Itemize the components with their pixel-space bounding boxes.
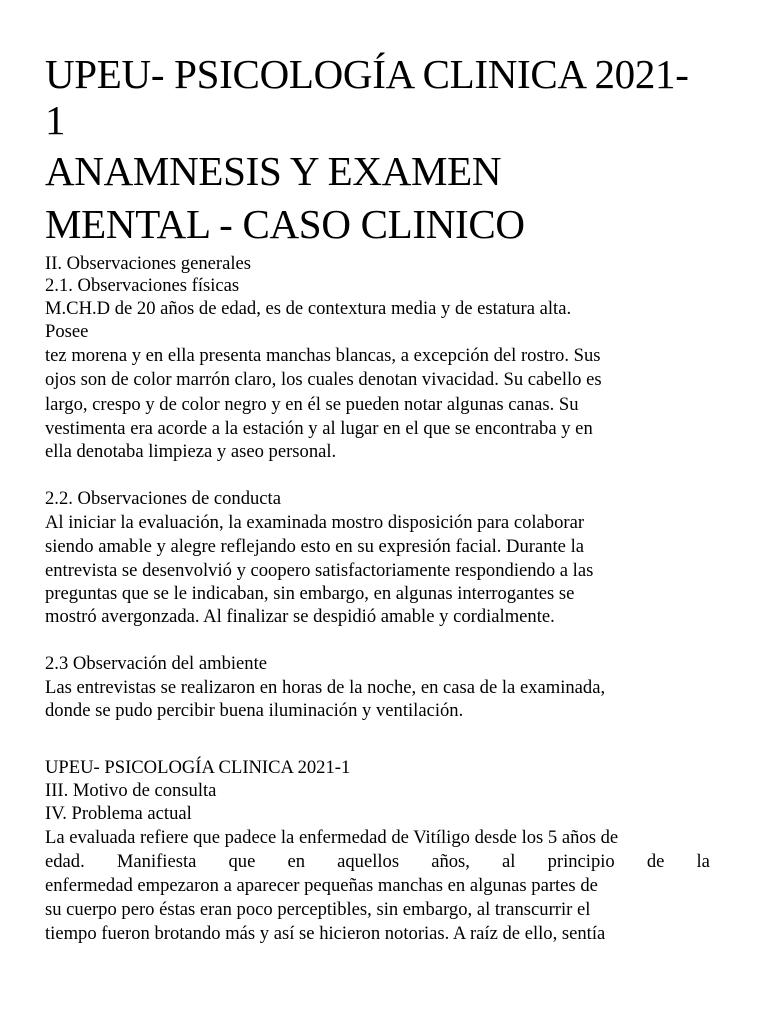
- paragraph-line: largo, crespo y de color negro y en él se pueden notar algunas canas. Su: [45, 394, 579, 415]
- section-iv-heading: IV. Problema actual: [45, 803, 192, 824]
- paragraph-line: Posee: [45, 321, 89, 342]
- paragraph-line: vestimenta era acorde a la estación y al lugar en el que se encontraba y en: [45, 418, 593, 439]
- word: al: [502, 851, 516, 872]
- title-line-3: ANAMNESIS Y EXAMEN: [45, 148, 502, 194]
- title-line-2: 1: [45, 97, 66, 143]
- environment-observation-heading: 2.3 Observación del ambiente: [45, 653, 268, 674]
- paragraph-line: siendo amable y alegre reflejando esto en su expresión facial. Durante la: [45, 536, 584, 557]
- paragraph-line: su cuerpo pero éstas eran poco perceptibles, sin embargo, al transcurrir el: [45, 899, 591, 920]
- paragraph-line: M.CH.D de 20 años de edad, es de contextura media y de estatura alta.: [45, 298, 572, 319]
- paragraph-line: Al iniciar la evaluación, la examinada mostro disposición para colaborar: [45, 512, 585, 533]
- paragraph-line: ojos son de color marrón claro, los cuales denotan vivacidad. Su cabello es: [45, 369, 602, 390]
- paragraph-line: enfermedad empezaron a aparecer pequeñas manchas en algunas partes de: [45, 875, 598, 896]
- paragraph-line: donde se pudo percibir buena iluminación y ventilación.: [45, 700, 464, 721]
- word: Manifiesta: [116, 851, 197, 872]
- paragraph-line: preguntas que se le indicaban, sin embargo, en algunas interrogantes se: [45, 583, 575, 604]
- word: principio: [547, 851, 615, 872]
- paragraph-line: ella denotaba limpieza y aseo personal.: [45, 441, 337, 462]
- word: aquellos: [337, 851, 400, 872]
- section-iii-heading: III. Motivo de consulta: [45, 780, 217, 801]
- word: en: [287, 851, 306, 872]
- title-line-4: MENTAL - CASO CLINICO: [45, 201, 525, 247]
- word: edad.: [45, 851, 85, 872]
- paragraph-line-justified: [45, 851, 710, 873]
- conduct-observations-heading: 2.2. Observaciones de conducta: [45, 488, 281, 509]
- paragraph-line: tez morena y en ella presenta manchas blancas, a excepción del rostro. Sus: [45, 345, 601, 366]
- paragraph-line: tiempo fueron brotando más y así se hicieron notorias. A raíz de ello, sentía: [45, 923, 606, 944]
- title-line-1: UPEU- PSICOLOGÍA CLINICA 2021-: [45, 51, 689, 97]
- word: la: [696, 851, 710, 872]
- paragraph-line: mostró avergonzada. Al finalizar se despidió amable y cordialmente.: [45, 606, 555, 627]
- physical-observations-heading: 2.1. Observaciones físicas: [45, 275, 240, 296]
- word: de: [646, 851, 665, 872]
- repeat-page-header: UPEU- PSICOLOGÍA CLINICA 2021-1: [45, 757, 351, 778]
- word: que: [228, 851, 256, 872]
- word: años,: [431, 851, 470, 872]
- section-ii-heading: II. Observaciones generales: [45, 253, 251, 274]
- paragraph-line: Las entrevistas se realizaron en horas de la noche, en casa de la examinada,: [45, 677, 606, 698]
- paragraph-line: La evaluada refiere que padece la enfermedad de Vitíligo desde los 5 años de: [45, 827, 619, 848]
- paragraph-line: entrevista se desenvolvió y coopero satisfactoriamente respondiendo a las: [45, 560, 594, 581]
